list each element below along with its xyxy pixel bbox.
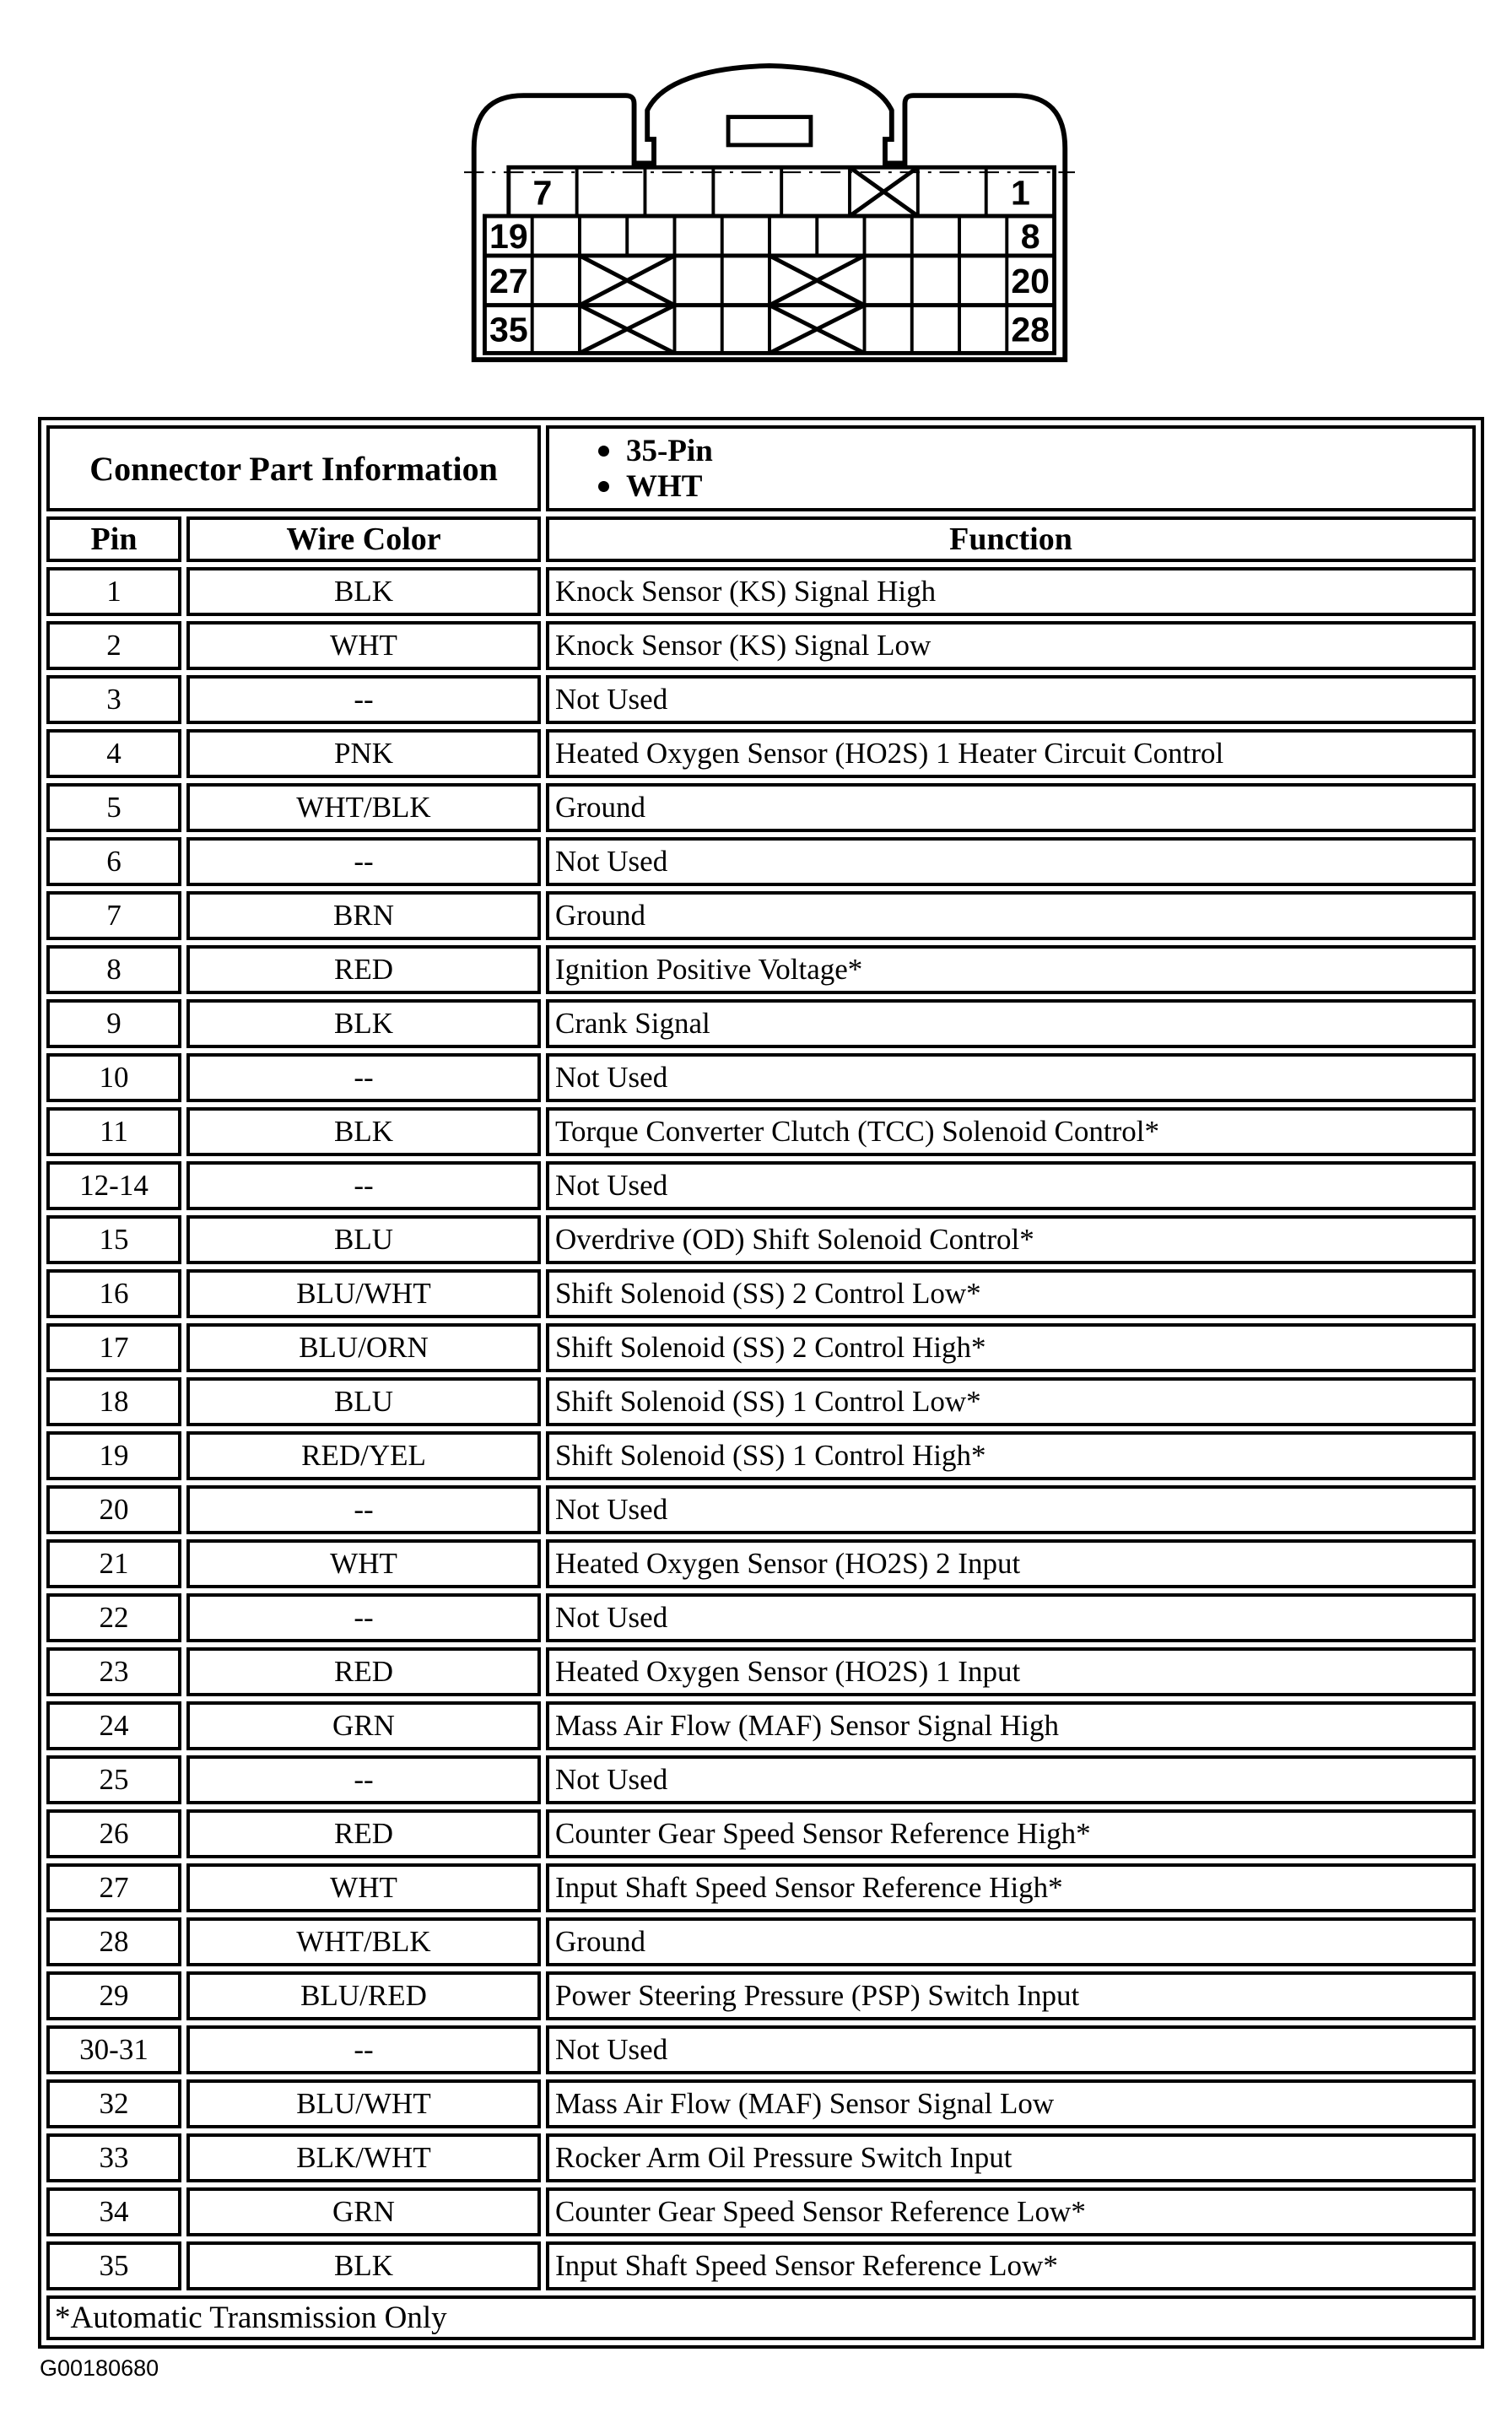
- wire-color-cell: --: [186, 1053, 541, 1102]
- pin-cell: 1: [46, 567, 181, 616]
- wire-color-cell: BLK: [186, 1107, 541, 1156]
- wire-color-cell: BLU/WHT: [186, 2079, 541, 2128]
- connector-35pin-drawing: [464, 59, 1075, 373]
- pin-label-1: 1: [1010, 173, 1030, 213]
- pin-cell: 32: [46, 2079, 181, 2128]
- function-cell: Input Shaft Speed Sensor Reference High*: [546, 1863, 1476, 1912]
- pin-cell: 24: [46, 1701, 181, 1750]
- pinout-row: [46, 621, 1476, 670]
- column-header-wire: Wire Color: [186, 516, 541, 562]
- wire-color-cell: RED: [186, 1809, 541, 1858]
- pin-label-8: 8: [1020, 217, 1040, 257]
- wire-color-cell: WHT: [186, 1539, 541, 1588]
- bullet-icon: [598, 446, 609, 457]
- pinout-row: [46, 2025, 1476, 2074]
- wire-color-cell: BLU: [186, 1215, 541, 1264]
- wire-color-cell: RED/YEL: [186, 1431, 541, 1480]
- pinout-row: [46, 1917, 1476, 1966]
- pin-cell: 5: [46, 783, 181, 832]
- function-cell: Shift Solenoid (SS) 2 Control High*: [546, 1323, 1476, 1372]
- wire-color-cell: BLU/RED: [186, 1971, 541, 2020]
- pin-label-20: 20: [1011, 261, 1050, 300]
- pinout-row: [46, 567, 1476, 616]
- function-cell: Crank Signal: [546, 999, 1476, 1048]
- function-cell: Heated Oxygen Sensor (HO2S) 1 Input: [546, 1647, 1476, 1696]
- latch-slot: [728, 117, 811, 145]
- footnote-row: [46, 2295, 1476, 2340]
- function-cell: Ignition Positive Voltage*: [546, 945, 1476, 994]
- pinout-row: [46, 2079, 1476, 2128]
- function-cell: Knock Sensor (KS) Signal Low: [546, 621, 1476, 670]
- wire-color-cell: BLK: [186, 567, 541, 616]
- pin-cell: 8: [46, 945, 181, 994]
- function-cell: Not Used: [546, 1755, 1476, 1804]
- pinout-row: [46, 1701, 1476, 1750]
- function-cell: Not Used: [546, 1485, 1476, 1534]
- wire-color-cell: RED: [186, 1647, 541, 1696]
- wire-color-cell: WHT/BLK: [186, 1917, 541, 1966]
- pin-cell: 23: [46, 1647, 181, 1696]
- pin-cell: 11: [46, 1107, 181, 1156]
- info-header-row: [46, 425, 1476, 511]
- pin-cell: 27: [46, 1863, 181, 1912]
- pinout-row: [46, 1215, 1476, 1264]
- wire-color-cell: RED: [186, 945, 541, 994]
- function-cell: Torque Converter Clutch (TCC) Solenoid Control*: [546, 1107, 1476, 1156]
- pinout-row: [46, 837, 1476, 886]
- wire-color-cell: PNK: [186, 729, 541, 778]
- pinout-row: [46, 1323, 1476, 1372]
- pinout-row: [46, 1755, 1476, 1804]
- pin-cell: 35: [46, 2241, 181, 2290]
- column-header-func: Function: [546, 516, 1476, 562]
- function-cell: Rocker Arm Oil Pressure Switch Input: [546, 2133, 1476, 2182]
- function-cell: Mass Air Flow (MAF) Sensor Signal Low: [546, 2079, 1476, 2128]
- pinout-row: [46, 1107, 1476, 1156]
- pinout-row: [46, 1269, 1476, 1318]
- wire-color-cell: --: [186, 837, 541, 886]
- function-cell: Not Used: [546, 1161, 1476, 1210]
- function-cell: Input Shaft Speed Sensor Reference Low*: [546, 2241, 1476, 2290]
- function-cell: Ground: [546, 783, 1476, 832]
- pinout-row: [46, 1431, 1476, 1480]
- wire-color-cell: WHT/BLK: [186, 783, 541, 832]
- pinout-row: [46, 999, 1476, 1048]
- pinout-row: [46, 2133, 1476, 2182]
- wire-color-cell: BRN: [186, 891, 541, 940]
- pinout-row: [46, 1863, 1476, 1912]
- pin-cell: 6: [46, 837, 181, 886]
- figure-id: G00180680: [40, 2355, 159, 2381]
- pinout-row: [46, 783, 1476, 832]
- wire-color-cell: --: [186, 1755, 541, 1804]
- pin-label-35: 35: [489, 310, 528, 349]
- wire-color-cell: BLK: [186, 2241, 541, 2290]
- connector-attributes-cell: [546, 425, 1476, 511]
- pin-cell: 26: [46, 1809, 181, 1858]
- pin-cell: 21: [46, 1539, 181, 1588]
- function-cell: Knock Sensor (KS) Signal High: [546, 567, 1476, 616]
- wire-color-cell: --: [186, 1593, 541, 1642]
- wire-color-cell: BLU/ORN: [186, 1323, 541, 1372]
- pin-cell: 34: [46, 2187, 181, 2236]
- pinout-row: [46, 1593, 1476, 1642]
- wire-color-cell: WHT: [186, 1863, 541, 1912]
- pinout-row: [46, 2241, 1476, 2290]
- pin-cell: 25: [46, 1755, 181, 1804]
- function-cell: Shift Solenoid (SS) 1 Control High*: [546, 1431, 1476, 1480]
- connector-color: WHT: [626, 468, 703, 504]
- function-cell: Shift Solenoid (SS) 2 Control Low*: [546, 1269, 1476, 1318]
- wire-color-cell: GRN: [186, 1701, 541, 1750]
- pin-cell: 4: [46, 729, 181, 778]
- pin-cell: 15: [46, 1215, 181, 1264]
- connector-part-information-title: Connector Part Information: [46, 425, 541, 511]
- function-cell: Heated Oxygen Sensor (HO2S) 1 Heater Circuit Control: [546, 729, 1476, 778]
- pin-cell: 17: [46, 1323, 181, 1372]
- wire-color-cell: BLK: [186, 999, 541, 1048]
- wire-color-cell: BLU/WHT: [186, 1269, 541, 1318]
- pinout-row: [46, 1647, 1476, 1696]
- pin-cell: 20: [46, 1485, 181, 1534]
- function-cell: Counter Gear Speed Sensor Reference High*: [546, 1809, 1476, 1858]
- function-cell: Mass Air Flow (MAF) Sensor Signal High: [546, 1701, 1476, 1750]
- pin-cell: 7: [46, 891, 181, 940]
- wire-color-cell: --: [186, 2025, 541, 2074]
- function-cell: Power Steering Pressure (PSP) Switch Input: [546, 1971, 1476, 2020]
- connector-diagram: [464, 59, 1075, 373]
- pin-label-19: 19: [489, 217, 528, 257]
- pinout-body: [46, 425, 1476, 2340]
- function-cell: Not Used: [546, 1053, 1476, 1102]
- pin-cell: 18: [46, 1377, 181, 1426]
- pinout-row: [46, 891, 1476, 940]
- pinout-row: [46, 1485, 1476, 1534]
- pinout-row: [46, 729, 1476, 778]
- wire-color-cell: GRN: [186, 2187, 541, 2236]
- bullet-item: [598, 468, 1472, 504]
- bullet-item: [598, 433, 1472, 468]
- pin-cell: 2: [46, 621, 181, 670]
- pin-label-7: 7: [532, 173, 553, 213]
- bullet-icon: [598, 481, 609, 492]
- pinout-row: [46, 945, 1476, 994]
- wire-color-cell: BLK/WHT: [186, 2133, 541, 2182]
- pin-cell: 22: [46, 1593, 181, 1642]
- wire-color-cell: BLU: [186, 1377, 541, 1426]
- pin-cell: 28: [46, 1917, 181, 1966]
- pin-label-27: 27: [489, 261, 528, 300]
- pin-cell: 12-14: [46, 1161, 181, 1210]
- function-cell: Ground: [546, 891, 1476, 940]
- pin-cell: 19: [46, 1431, 181, 1480]
- function-cell: Ground: [546, 1917, 1476, 1966]
- pinout-row: [46, 1809, 1476, 1858]
- function-cell: Counter Gear Speed Sensor Reference Low*: [546, 2187, 1476, 2236]
- pin-cell: 10: [46, 1053, 181, 1102]
- pin-cell: 3: [46, 675, 181, 724]
- pin-cell: 9: [46, 999, 181, 1048]
- wire-color-cell: --: [186, 1485, 541, 1534]
- wire-color-cell: --: [186, 1161, 541, 1210]
- pinout-row: [46, 1971, 1476, 2020]
- pinout-row: [46, 675, 1476, 724]
- function-cell: Not Used: [546, 1593, 1476, 1642]
- pinout-row: [46, 1053, 1476, 1102]
- column-header-pin: Pin: [46, 516, 181, 562]
- pin-cell: 29: [46, 1971, 181, 2020]
- pin-cell: 16: [46, 1269, 181, 1318]
- wire-color-cell: WHT: [186, 621, 541, 670]
- function-cell: Not Used: [546, 2025, 1476, 2074]
- connector-pinout-table: [38, 417, 1484, 2349]
- pinout-row: [46, 1539, 1476, 1588]
- pin-cell: 33: [46, 2133, 181, 2182]
- pinout-row: [46, 1161, 1476, 1210]
- pin-label-28: 28: [1011, 310, 1050, 349]
- connector-pin-count: 35-Pin: [626, 433, 713, 468]
- function-cell: Shift Solenoid (SS) 1 Control Low*: [546, 1377, 1476, 1426]
- function-cell: Not Used: [546, 837, 1476, 886]
- wire-color-cell: --: [186, 675, 541, 724]
- function-cell: Overdrive (OD) Shift Solenoid Control*: [546, 1215, 1476, 1264]
- pinout-row: [46, 2187, 1476, 2236]
- automatic-transmission-footnote: *Automatic Transmission Only: [46, 2295, 1476, 2340]
- column-header-row: [46, 516, 1476, 562]
- pin-cell: 30-31: [46, 2025, 181, 2074]
- function-cell: Heated Oxygen Sensor (HO2S) 2 Input: [546, 1539, 1476, 1588]
- pinout-row: [46, 1377, 1476, 1426]
- function-cell: Not Used: [546, 675, 1476, 724]
